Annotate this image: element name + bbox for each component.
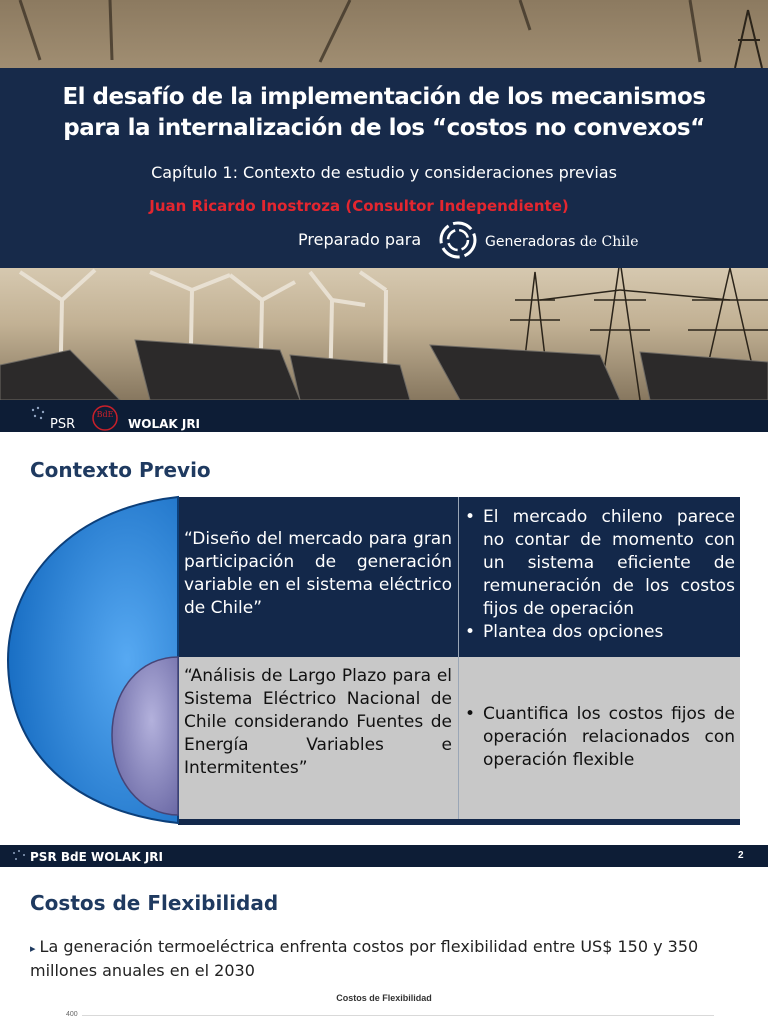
- psr-logo-icon: [10, 848, 28, 864]
- bde-logo-icon: [88, 404, 122, 432]
- client-name-de: de: [579, 234, 598, 250]
- presentation-title: [0, 82, 768, 144]
- slide-separator: [0, 432, 768, 440]
- flexibility-slide: [0, 867, 768, 1024]
- generadoras-logo-icon: [438, 220, 478, 260]
- title-slide: [0, 0, 768, 432]
- slide-title: Contexto Previo: [30, 458, 211, 482]
- bde-logo-text: BdE: [96, 410, 114, 419]
- psr-label: PSR: [50, 417, 76, 432]
- client-name: [485, 234, 639, 250]
- title-line-2: para la internalización de los “costos no convexos“: [63, 115, 705, 141]
- footer-logos-text: PSR BdE WOLAK JRI: [30, 850, 163, 864]
- panel-bottom-border: [178, 819, 740, 825]
- study-2-bullet: • Cuantifica los costos fijos de operación relacionados con operación flexible: [465, 703, 735, 772]
- panel-divider: [458, 497, 459, 819]
- study-1-quote: “Diseño del mercado para gran participación de generación variable en el sistema eléctrico de Chile”: [184, 529, 452, 618]
- study-1-bullet: • El mercado chileno parece no contar de momento con un sistema eficiente de remuneración de los costos fijos de operación: [465, 506, 735, 621]
- study-2-bullets: [465, 703, 735, 772]
- author-name: Juan Ricardo Inostroza (Consultor Independiente): [149, 197, 569, 215]
- study-2-quote: “Análisis de Largo Plazo para el Sistema Eléctrico Nacional de Chile considerando Fuentes de Energía Variables e Intermitentes”: [184, 666, 452, 778]
- slide-title: Costos de Flexibilidad: [30, 891, 279, 915]
- study-1-bullet: • Plantea dos opciones: [465, 621, 735, 644]
- chart-gridline: [82, 1015, 714, 1016]
- chapter-subtitle: Capítulo 1: Contexto de estudio y consideraciones previas: [151, 163, 617, 182]
- context-slide: [0, 440, 768, 867]
- page-number: 2: [738, 850, 744, 861]
- study-1-bullets: [465, 506, 735, 644]
- client-name-country: Chile: [601, 234, 639, 250]
- decorative-arc-graphic: [0, 490, 200, 830]
- bullet-arrow-icon: ▸: [30, 942, 36, 955]
- bullet-text: [30, 936, 730, 982]
- y-axis-tick: 400: [66, 1011, 78, 1018]
- bullet-content: La generación termoeléctrica enfrenta costos por flexibilidad entre US$ 150 y 350 millones anuales en el 2030: [30, 937, 699, 980]
- client-name-part: Generadoras: [485, 234, 576, 250]
- wolak-label: WOLAK JRI: [128, 417, 201, 431]
- title-line-1: El desafío de la implementación de los mecanismos: [62, 84, 706, 110]
- psr-logo-icon: [28, 404, 48, 424]
- chart-title: Costos de Flexibilidad: [336, 993, 432, 1003]
- prepared-for-label: Preparado para: [298, 230, 422, 249]
